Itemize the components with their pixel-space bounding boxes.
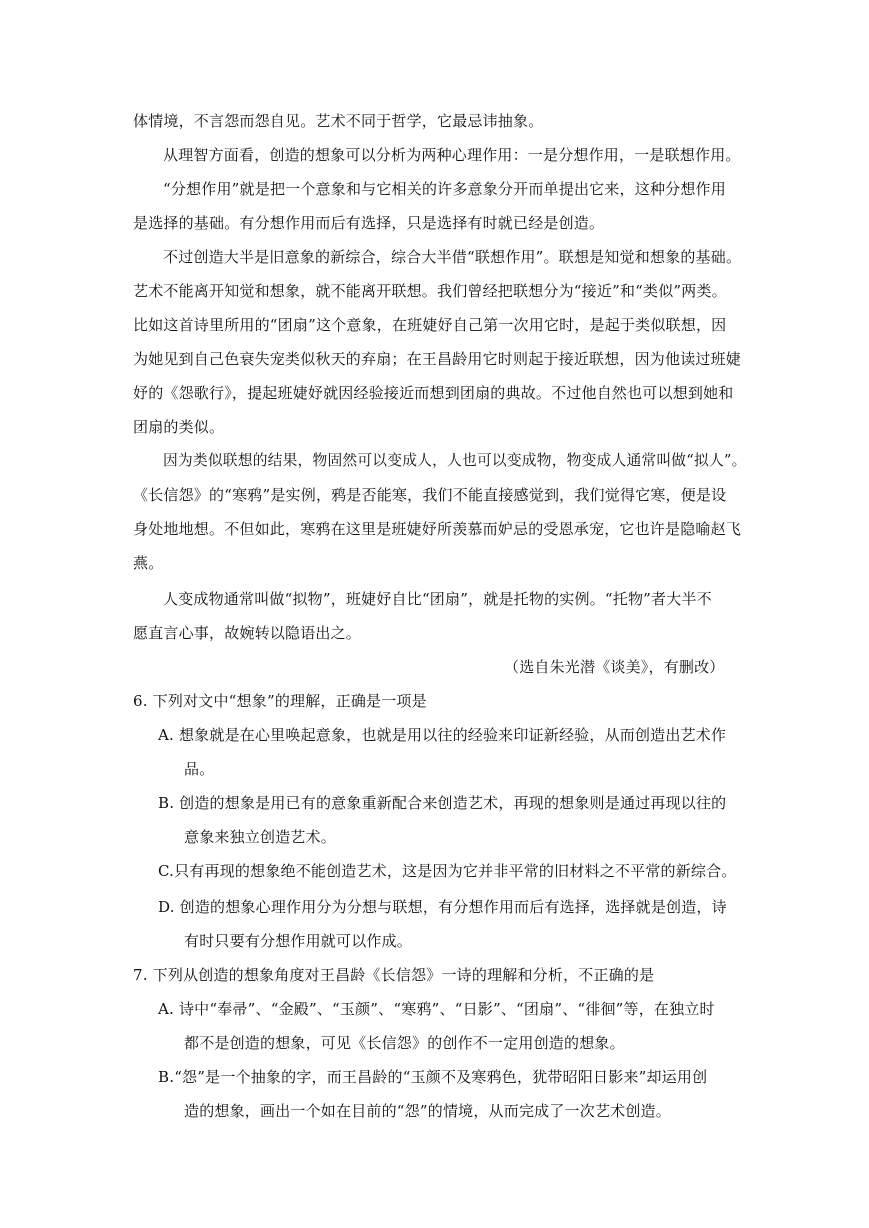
- passage-source: （选自朱光潜《谈美》，有删改）: [504, 658, 725, 676]
- option-d: D. 创造的想象心理作用分为分想与联想，有分想作用而后有选择，选择就是创造，诗: [158, 898, 727, 916]
- passage-line: 团扇的类似。: [133, 418, 225, 436]
- passage-line: 愿直言心事，故婉转以隐语出之。: [133, 624, 362, 642]
- option-c: C.只有再现的想象绝不能创造艺术，这是因为它并非平常的旧材料之不平常的新综合。: [158, 862, 737, 880]
- passage-line: 体情境，不言怨而怨自见。艺术不同于哲学，它最忌讳抽象。: [133, 112, 544, 130]
- option-b: B. 创造的想象是用已有的意象重新配合来创造艺术，再现的想象则是通过再现以往的: [158, 794, 727, 812]
- option-b-cont: 造的想象，画出一个如在目前的“怨”的情境，从而完成了一次艺术创造。: [184, 1102, 671, 1120]
- passage-line: “分想作用”就是把一个意象和与它相关的许多意象分开而单提出它来，这种分想作用: [163, 180, 726, 198]
- question-stem: 7. 下列从创造的想象角度对王昌龄《长信怨》一诗的理解和分析，不正确的是: [133, 966, 655, 984]
- passage-line: 艺术不能离开知觉和想象，就不能离开联想。我们曾经把联想分为“接近”和“类似”两类。: [133, 282, 727, 300]
- passage-line: 身处地地想。不但如此，寒鸦在这里是班婕妤所羡慕而妒忌的受恩承宠，它也许是隐喻赵飞: [133, 520, 742, 538]
- option-a: A. 诗中“奉帚”、“金殿”、“玉颜”、“寒鸦”、“日影”、“团扇”、“徘徊”等，在独立时: [158, 1000, 715, 1018]
- passage-line: 因为类似联想的结果，物固然可以变成人，人也可以变成物，物变成人通常叫做“拟人”。: [163, 452, 747, 469]
- option-a: A. 想象就是在心里唤起意象，也就是用以往的经验来印证新经验，从而创造出艺术作: [158, 726, 727, 744]
- option-d-cont: 有时只要有分想作用就可以作成。: [184, 932, 413, 950]
- passage-line: 是选择的基础。有分想作用而后有选择，只是选择有时就已经是创造。: [133, 214, 605, 232]
- option-b: B.“怨”是一个抽象的字，而王昌龄的“玉颜不及寒鸦色，犹带昭阳日影来”却运用创: [158, 1068, 708, 1086]
- passage-line: 为她见到自己色衰失宠类似秋天的弃扇；在王昌龄用它时则起于接近联想，因为他读过班婕: [133, 350, 742, 368]
- passage-line: 妤的《怨歌行》，提起班婕妤就因经验接近而想到团扇的典故。不过他自然也可以想到她和: [133, 384, 734, 402]
- passage-line: 人变成物通常叫做“拟物”，班婕妤自比“团扇”，就是托物的实例。“托物”者大半不: [163, 590, 712, 608]
- passage-line: 比如这首诗里所用的“团扇”这个意象，在班婕妤自己第一次用它时，是起于类似联想，因: [133, 316, 727, 334]
- passage-line: 不过创造大半是旧意象的新综合，综合大半借“联想作用”。联想是知觉和想象的基础。: [163, 248, 742, 266]
- passage-line: 《长信怨》的“寒鸦”是实例，鸦是否能寒，我们不能直接感觉到，我们觉得它寒，便是设: [133, 486, 727, 504]
- question-stem: 6. 下列对文中“想象”的理解，正确是一项是: [133, 692, 427, 710]
- option-a-cont: 品。: [184, 760, 215, 778]
- option-a-cont: 都不是创造的想象，可见《长信怨》的创作不一定用创造的想象。: [184, 1034, 625, 1052]
- passage-line: 燕。: [133, 554, 164, 572]
- option-b-cont: 意象来独立创造艺术。: [184, 828, 337, 846]
- passage-line: 从理智方面看，创造的想象可以分析为两种心理作用：一是分想作用，一是联想作用。: [163, 146, 741, 164]
